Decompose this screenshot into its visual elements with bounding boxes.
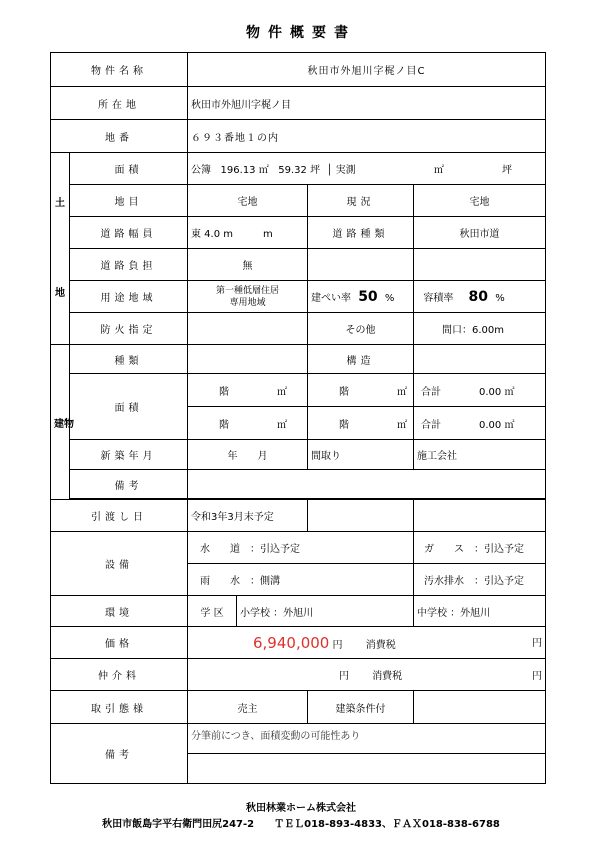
- far-value: 80: [468, 288, 489, 305]
- total-value: 0.00 ㎡: [479, 419, 515, 431]
- area-registry: 公簿: [191, 165, 211, 176]
- zoning-label: 用途地域: [70, 281, 188, 313]
- commission-label: 仲介料: [51, 659, 188, 691]
- sqm-unit: ㎡: [277, 386, 287, 398]
- row-location: [51, 87, 546, 120]
- road-type-value: 秋田市道: [414, 217, 546, 249]
- land-side-label: 土地: [51, 153, 70, 345]
- row-land-category: [51, 185, 546, 217]
- road-burden-value: 無: [188, 249, 308, 281]
- builder-label: [414, 440, 546, 470]
- far-label: 容積率: [423, 292, 454, 304]
- current-status-label: 現況: [308, 185, 414, 217]
- building-area-label: 面積: [70, 374, 188, 440]
- row-transaction: [51, 691, 546, 724]
- row-remarks-1: [51, 724, 546, 754]
- property-summary-table: [50, 52, 546, 784]
- facilities-label: 設備: [51, 532, 188, 596]
- road-type-label: 道路種類: [308, 217, 414, 249]
- floor-label: 階: [219, 419, 229, 431]
- water-supply: 水 道 ：引込予定: [188, 532, 414, 564]
- structure-label: 構造: [308, 345, 414, 374]
- built-year-label: 新築年月: [70, 440, 188, 470]
- price-value: 6,940,000: [253, 633, 330, 652]
- lot-number-label: 地番: [51, 120, 188, 153]
- sewage-drainage: 汚水排水 ：引込予定: [414, 564, 546, 596]
- row-area: [51, 153, 546, 185]
- floor-label: 階: [219, 386, 229, 398]
- rain-drainage: 雨 水 ：側溝: [188, 564, 414, 596]
- road-width-label: 道路幅員: [70, 217, 188, 249]
- row-built-year: [51, 440, 546, 470]
- lot-number-value: ６９３番地１の内: [188, 120, 546, 153]
- builder-label-text: 施工会社: [417, 451, 457, 462]
- company-name: 秋田林業ホーム株式会社: [246, 803, 356, 814]
- building-side-label: 建物: [51, 345, 70, 500]
- commission-tax-yen: 円: [532, 671, 543, 682]
- commission-value-cell: [188, 659, 546, 691]
- transaction-condition: 建築条件付: [308, 691, 414, 724]
- row-building-type: [51, 345, 546, 374]
- building-type-label: 種類: [70, 345, 188, 374]
- handover-value: 令和3年3月末予定: [188, 500, 308, 532]
- building-area-total-2: [414, 407, 546, 440]
- bcr-label: 建ぺい率: [311, 292, 351, 304]
- area-actual: 実測: [335, 165, 356, 176]
- road-burden-label: 道路負担: [70, 249, 188, 281]
- building-note-label: 備考: [70, 470, 188, 499]
- location-label: 所在地: [51, 87, 188, 120]
- row-environment: [51, 596, 546, 627]
- floor-label: 階: [339, 386, 349, 398]
- row-commission: [51, 659, 546, 691]
- area-sqm: 196.13 ㎡: [220, 165, 269, 176]
- location-value: 秋田市外旭川字梶ノ目: [188, 87, 546, 120]
- sqm-unit: ㎡: [277, 419, 287, 431]
- zoning-value-line2: 専用地域: [229, 297, 266, 308]
- handover-label: 引渡し日: [51, 500, 188, 532]
- price-yen: 円: [332, 639, 343, 651]
- row-road-burden: [51, 249, 546, 281]
- total-value: 0.00 ㎡: [479, 386, 515, 398]
- area-value: 公簿 196.13 ㎡ 59.32 坪 │ 実測 ㎡ 坪: [188, 153, 546, 185]
- floor-label: 階: [339, 419, 349, 431]
- property-name-label: 物件名称: [51, 53, 188, 87]
- road-width-value: 東 4.0 m m: [188, 217, 308, 249]
- bcr-value: 50: [358, 288, 378, 305]
- fire-zone-label: 防火指定: [70, 313, 188, 345]
- total-label: 合計: [421, 386, 441, 398]
- built-year-value: 年 月: [188, 440, 308, 470]
- total-label: 合計: [421, 419, 441, 431]
- row-handover: [51, 500, 546, 532]
- zoning-value: [188, 281, 308, 313]
- bcr-pct: %: [384, 292, 395, 304]
- area-actual-sqm-unit: ㎡: [433, 165, 444, 176]
- commission-tax-label: 消費税: [372, 671, 403, 682]
- environment-label: 環境: [51, 596, 188, 627]
- building-coverage: [308, 281, 414, 313]
- gas-supply: ガ ス ：引込予定: [414, 532, 546, 564]
- row-property-name: [51, 53, 546, 87]
- row-facilities-1: [51, 532, 546, 564]
- commission-yen: 円: [339, 671, 349, 682]
- building-area-floor-b2: [308, 407, 414, 440]
- far-pct: %: [495, 292, 505, 304]
- price-label: 価格: [51, 627, 188, 659]
- remarks-label: 備考: [51, 724, 188, 784]
- price-tax-label: 消費税: [365, 639, 396, 651]
- land-category-value: 宅地: [188, 185, 308, 217]
- zoning-value-line1: 第一種低層住居: [215, 285, 279, 296]
- price-tax-yen: 円: [532, 637, 543, 649]
- area-actual-tsubo-unit: 坪: [502, 165, 513, 176]
- row-price: [51, 627, 546, 659]
- row-building-area-1: [51, 374, 546, 407]
- fire-zone-value: その他: [308, 313, 414, 345]
- school-district-label: 学 区: [188, 596, 237, 627]
- building-area-floor-a2: [188, 407, 308, 440]
- elementary-school: 小学校 ：外旭川: [237, 596, 414, 627]
- floor-area-ratio: [414, 281, 546, 313]
- area-label: 面積: [70, 153, 188, 185]
- junior-high-school: 中学校 ：外旭川: [414, 596, 546, 627]
- land-category-label: 地目: [70, 185, 188, 217]
- remarks-value: 分筆前につき、面積変動の可能性あり: [188, 724, 546, 754]
- building-area-floor-a1: [188, 374, 308, 407]
- row-lot-number: [51, 120, 546, 153]
- sqm-unit: ㎡: [397, 419, 407, 431]
- transaction-value: 売主: [188, 691, 308, 724]
- area-tsubo: 59.32 坪: [278, 165, 321, 176]
- building-area-floor-b1: [308, 374, 414, 407]
- company-address-contact: 秋田市飯島字平右衛門田尻247-2 ＴＥＬ018-893-4833、ＦＡＸ018-838-6788: [102, 819, 500, 830]
- layout-label: 間取り: [308, 440, 414, 470]
- row-building-note: [51, 470, 546, 499]
- row-fire-zone: [51, 313, 546, 345]
- price-value-cell: [188, 627, 546, 659]
- row-road-width: [51, 217, 546, 249]
- transaction-label: 取引態様: [51, 691, 188, 724]
- sqm-unit: ㎡: [397, 386, 407, 398]
- frontage-value: 間口：6.00m: [414, 313, 546, 345]
- row-zoning: [51, 281, 546, 313]
- building-area-total-1: [414, 374, 546, 407]
- page-title: 物件概要書: [246, 25, 356, 41]
- current-status-value: 宅地: [414, 185, 546, 217]
- property-name-value: 秋田市外旭川字梶ノ目C: [188, 53, 546, 87]
